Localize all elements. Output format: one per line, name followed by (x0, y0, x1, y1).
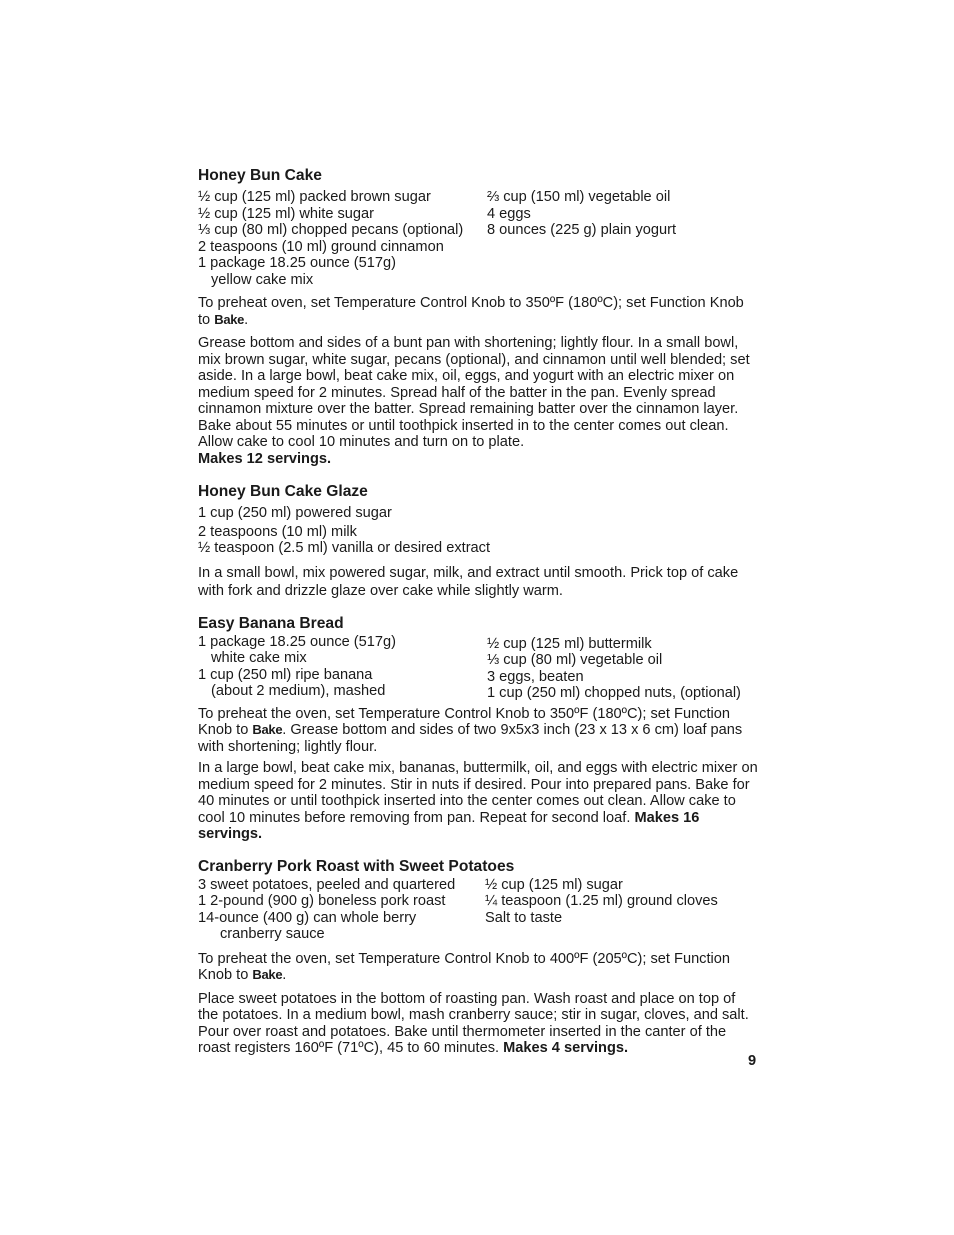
ingredient-column-right (487, 634, 758, 702)
ingredient-item: 1 package 18.25 ounce (517g) (198, 255, 396, 271)
servings: Makes 4 servings. (503, 1040, 629, 1056)
recipe-easy-banana-bread (198, 614, 758, 843)
recipe-page (198, 166, 758, 1057)
ingredient-item: yellow cake mix (211, 271, 314, 288)
ingredient-column-right (485, 877, 758, 943)
ingredient-column-left (198, 634, 487, 702)
ingredient-item: ⅓ cup (80 ml) chopped pecans (optional) (198, 222, 464, 238)
ingredient-item: 14-ounce (400 g) can whole berry (198, 909, 417, 926)
ingredient-column-left (198, 877, 487, 943)
ingredient-item: 1 package 18.25 ounce (517g) (198, 633, 396, 650)
ingredient-item: 1 cup (250 ml) chopped nuts, (optional) (487, 685, 741, 701)
preheat-instructions (198, 706, 758, 756)
ingredient-column-left (198, 189, 487, 288)
ingredient-item: Salt to taste (485, 909, 563, 926)
page-number: 9 (748, 1053, 757, 1069)
preheat-text: To preheat the oven, set Temperature Control Knob to 350ºF (180ºC); set Function Knob to (198, 705, 731, 738)
preheat-instructions (198, 951, 758, 984)
ingredient-item: 1 cup (250 ml) powered sugar (198, 505, 392, 521)
ingredient-item: ⅔ cup (150 ml) vegetable oil (487, 189, 671, 205)
recipe-title: Cranberry Pork Roast with Sweet Potatoes (198, 857, 515, 875)
bake-setting: Bake (214, 311, 245, 327)
servings: Makes 12 servings. (198, 450, 332, 467)
ingredient-item: ⅓ cup (80 ml) vegetable oil (487, 652, 663, 668)
recipe-honey-bun-glaze (198, 482, 758, 600)
method-text: In a small bowl, mix powered sugar, milk, and extract until smooth. Prick top of cake with fork and drizzle glaze over cake while slightly warm. (198, 564, 739, 599)
preheat-text-end: . Grease bottom and sides of two 9x5x3 inch (23 x 13 x 6 cm) loaf pans with shortening; lightly flour. (198, 722, 743, 755)
ingredient-item: ½ cup (125 ml) packed brown sugar (198, 189, 431, 205)
method-text (198, 335, 758, 467)
ingredient-columns (198, 877, 758, 943)
method-text (198, 760, 758, 843)
ingredient-item: white cake mix (211, 650, 307, 666)
ingredient-item: 2 teaspoons (10 ml) ground cinnamon (198, 238, 444, 255)
ingredient-columns (198, 634, 758, 702)
ingredient-item: cranberry sauce (220, 926, 325, 942)
ingredient-item: 1 2-pound (900 g) boneless pork roast (198, 893, 446, 909)
ingredient-item: 2 teaspoons (10 ml) milk (198, 523, 357, 540)
method-body: In a large bowl, beat cake mix, bananas, buttermilk, oil, and eggs with electric mixer on medium speed for 2 minutes. Stir in nuts if desired. Pour into prepared pans. Bake for 40 minutes or until toothpick inserted into the center comes out clean. Allow cake to cool 10 minutes before removing from pan. Repeat for second loaf. (198, 760, 758, 826)
ingredient-item: 3 sweet potatoes, peeled and quartered (198, 876, 456, 893)
ingredient-columns (198, 189, 758, 288)
ingredient-item: 8 ounces (225 g) plain yogurt (487, 222, 677, 238)
method-body: Place sweet potatoes in the bottom of roasting pan. Wash roast and place on top of the potatoes. In a medium bowl, mash cranberry sauce; stir in sugar, cloves, and salt. Pour over roast and potatoes. Bake until thermometer inserted in the canter of the roast registers 160ºF (71ºC), 45 to 60 minutes. (198, 990, 749, 1056)
bake-setting: Bake (252, 722, 283, 737)
ingredient-item: ½ cup (125 ml) sugar (485, 876, 623, 893)
bake-setting: Bake (252, 967, 283, 982)
ingredient-item: ¼ teaspoon (1.25 ml) ground cloves (485, 893, 718, 909)
servings: Makes 16 servings. (198, 809, 700, 842)
preheat-text-end: . (244, 311, 249, 328)
recipe-title: Easy Banana Bread (198, 614, 344, 632)
recipe-cranberry-pork-roast (198, 857, 758, 1057)
preheat-text: To preheat oven, set Temperature Control Knob to 350ºF (180ºC); set Function Knob to (198, 295, 744, 328)
ingredient-item: ½ cup (125 ml) white sugar (198, 205, 375, 222)
ingredient-item: 3 eggs, beaten (487, 668, 584, 685)
ingredient-item: 1 cup (250 ml) ripe banana (198, 666, 373, 683)
preheat-text-end: . (282, 967, 287, 983)
ingredient-item: (about 2 medium), mashed (211, 683, 386, 699)
recipe-honey-bun-cake (198, 166, 758, 467)
ingredient-item: ½ cup (125 ml) buttermilk (487, 635, 652, 652)
recipe-title: Honey Bun Cake Glaze (198, 483, 368, 500)
ingredient-item: 4 eggs (487, 205, 531, 222)
preheat-instructions (198, 295, 758, 328)
recipe-title: Honey Bun Cake (198, 167, 322, 184)
method-body: Grease bottom and sides of a bunt pan with shortening; lightly flour. In a small bowl, mix brown sugar, white sugar, pecans (optional), and cinnamon until well blended; set aside. In a large bowl, beat cake mix, oil, eggs, and yogurt with an electric mixer on medium speed for 2 minutes. Spread half of the batter in the pan. Evenly spread cinnamon mixture over the batter. Spread remaining batter over the cinnamon layer. Bake about 55 minutes or until toothpick inserted in to the center comes out clean. Allow cake to cool 10 minutes and turn on to plate. (198, 335, 750, 450)
preheat-text: To preheat the oven, set Temperature Control Knob to 400ºF (205ºC); set Function Knob to (198, 950, 731, 983)
ingredient-column-right (487, 189, 758, 288)
method-text (198, 991, 758, 1057)
ingredient-item: ½ teaspoon (2.5 ml) vanilla or desired extract (198, 540, 491, 556)
